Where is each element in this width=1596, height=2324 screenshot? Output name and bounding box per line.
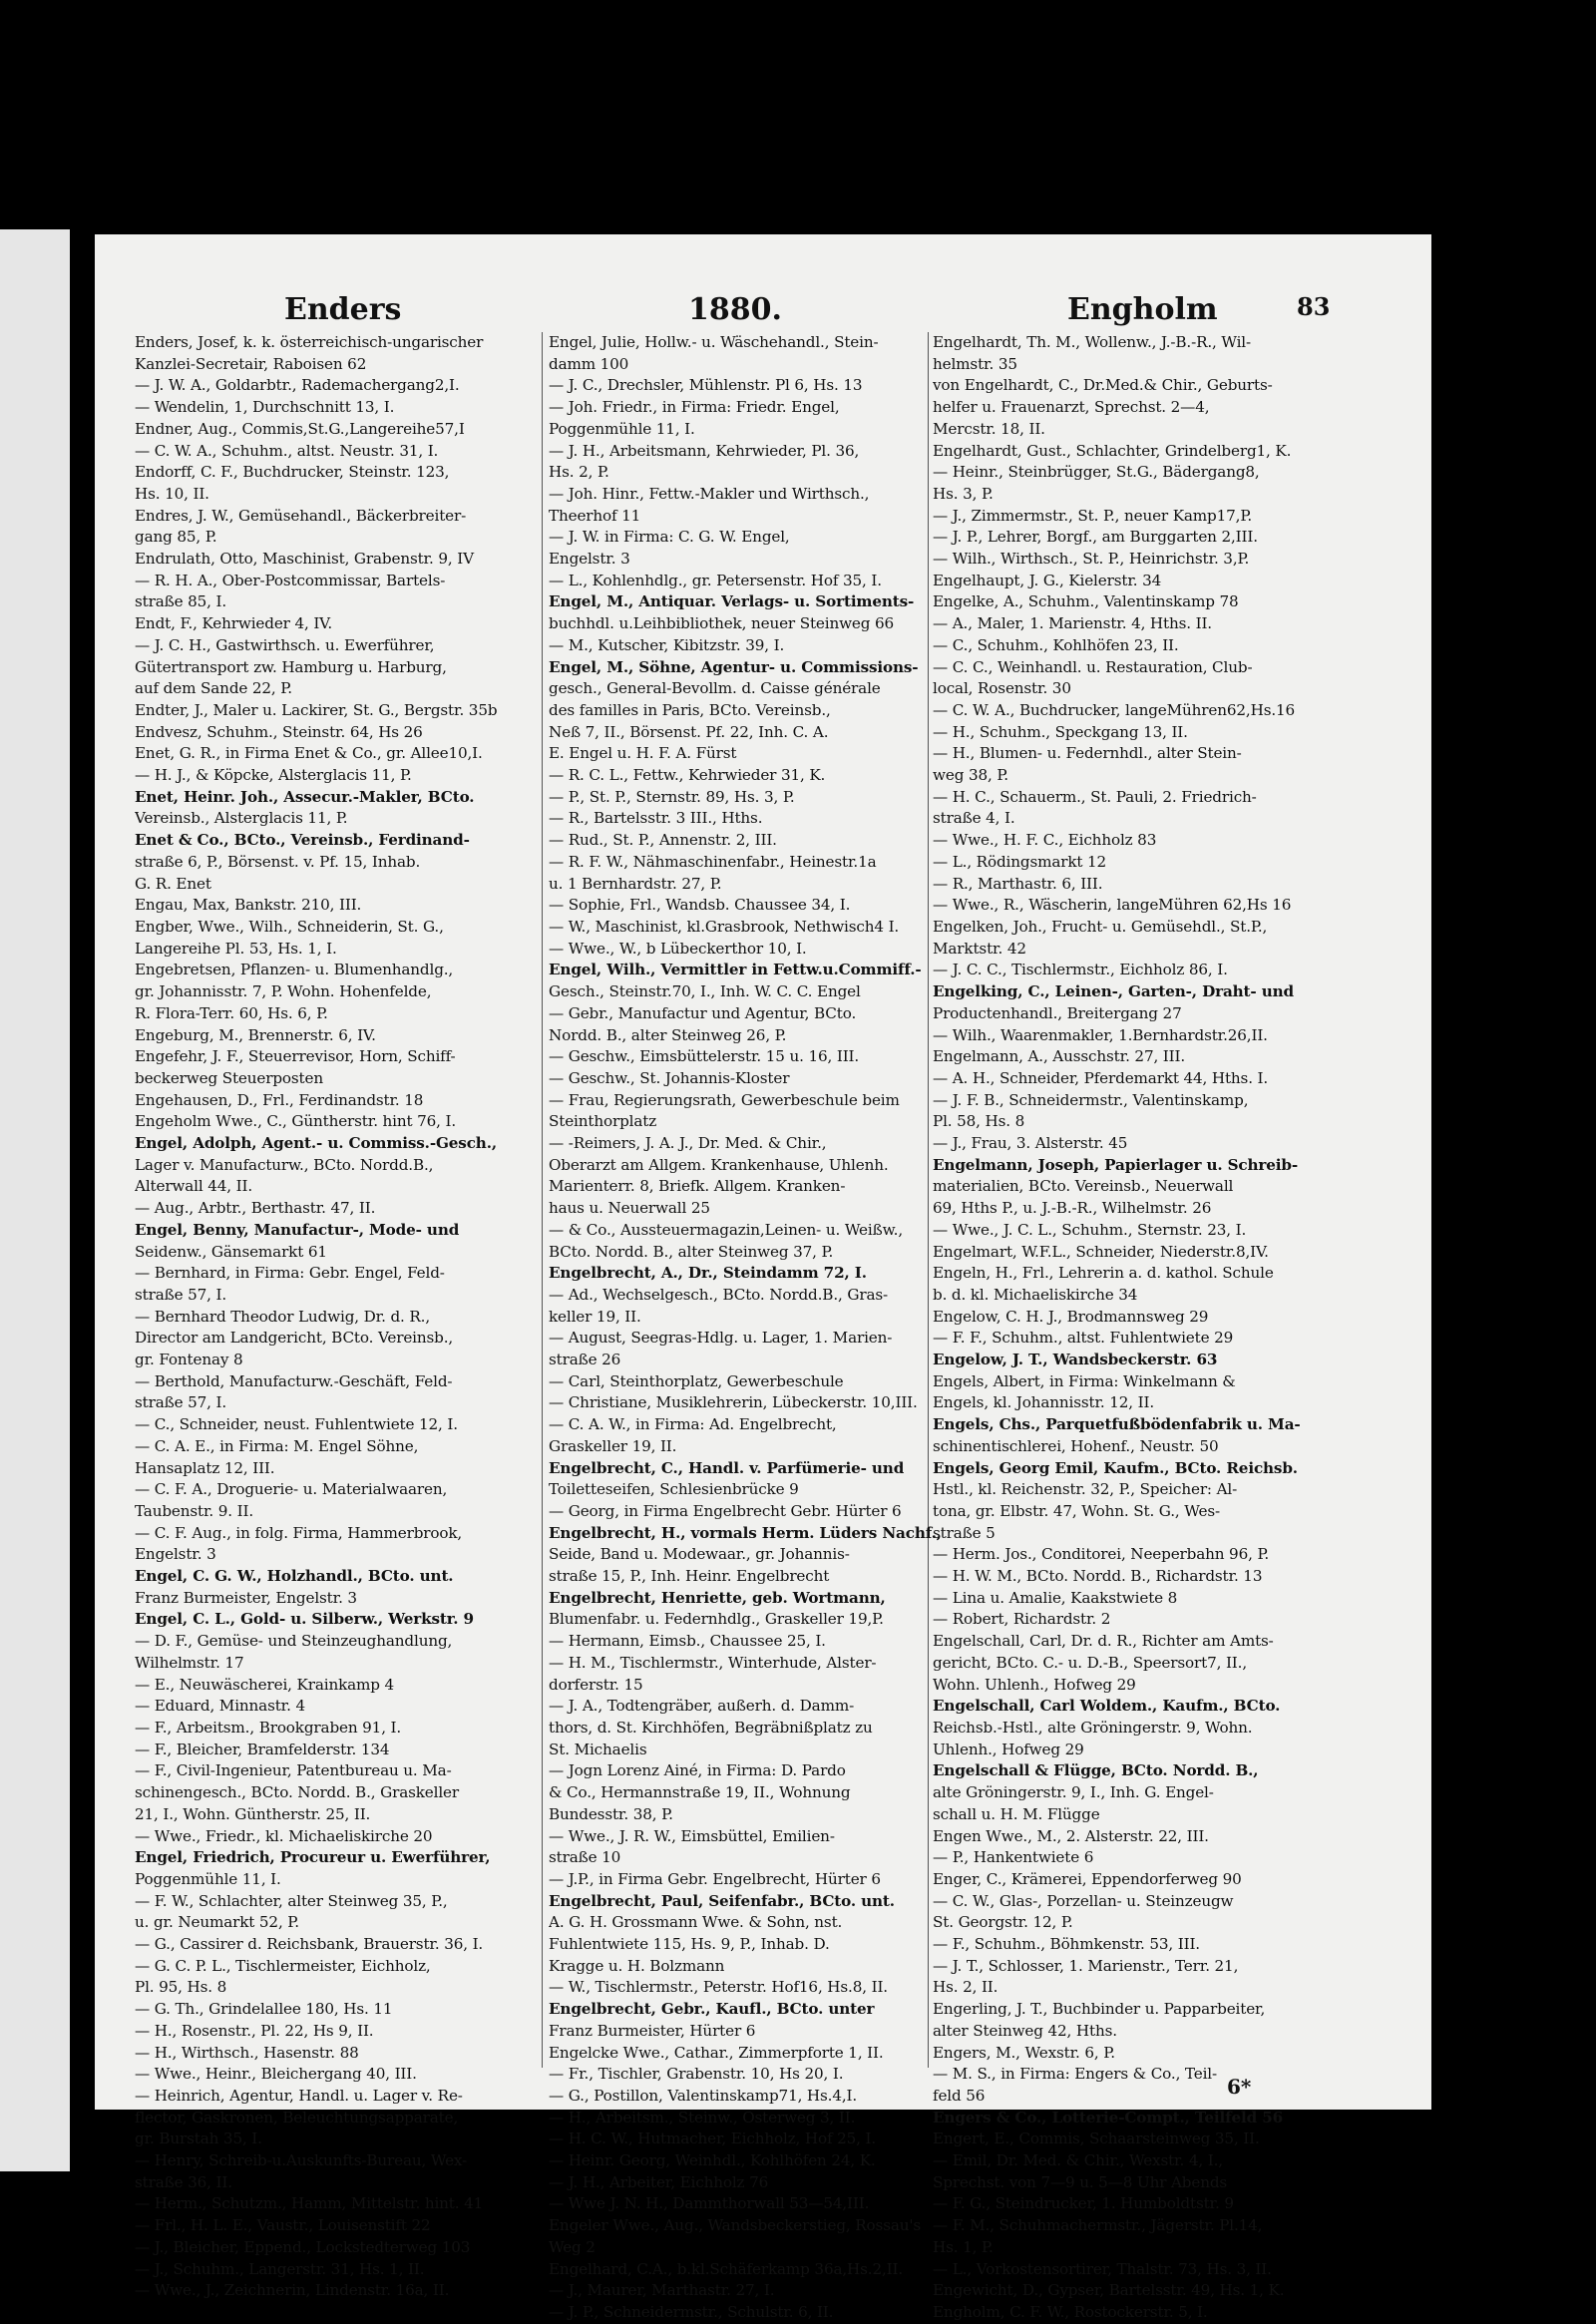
directory-line: helfer u. Frauenarzt, Sprechst. 2—4, [933, 398, 1210, 417]
directory-line: — C. A. E., in Firma: M. Engel Söhne, [135, 1436, 419, 1455]
directory-line: Engber, Wwe., Wilh., Schneiderin, St. G., [135, 917, 444, 936]
directory-line: Engewicht, D., Gypser, Bartelsstr. 49, Hs. 1, K. [933, 2281, 1285, 2300]
directory-line: Engefehr, J. F., Steuerrevisor, Horn, Schiff- [135, 1047, 456, 1066]
directory-line: — J. H., Arbeitsmann, Kehrwieder, Pl. 36, [549, 441, 860, 460]
directory-line: — & Co., Aussteuermagazin,Leinen- u. Weißw., [549, 1220, 903, 1239]
directory-line: — Wwe., W., b Lübeckerthor 10, I. [549, 939, 807, 958]
directory-line: — Carl, Steinthorplatz, Gewerbeschule [549, 1371, 844, 1390]
directory-line: — F. G., Steindrucker, 1. Humboldtstr. 9 [933, 2194, 1234, 2213]
directory-line: Engeholm Wwe., C., Güntherstr. hint 76, I. [135, 1112, 457, 1131]
directory-line: — Ad., Wechselgesch., BCto. Nordd.B., Gras- [549, 1285, 888, 1304]
header-year: 1880. [688, 292, 782, 327]
directory-line: Steinthorplatz [549, 1112, 657, 1131]
directory-line: — G., Cassirer d. Reichsbank, Brauerstr. 36, I. [135, 1935, 484, 1954]
directory-line: Engelstr. 3 [135, 1545, 216, 1564]
directory-line: Hstl., kl. Reichenstr. 32, P., Speicher: Al- [933, 1480, 1238, 1499]
directory-line: schinentischlerei, Hohenf., Neustr. 50 [933, 1436, 1219, 1455]
directory-line: Enet, G. R., in Firma Enet & Co., gr. Allee10,I. [135, 744, 483, 763]
directory-line: Engelmann, A., Ausschstr. 27, III. [933, 1047, 1186, 1066]
directory-line: Enet, Heinr. Joh., Assecur.-Makler, BCto. [135, 787, 475, 806]
column-divider [542, 332, 543, 2068]
directory-line: Franz Burmeister, Engelstr. 3 [135, 1588, 357, 1607]
directory-line: — Hermann, Eimsb., Chaussee 25, I. [549, 1632, 826, 1651]
directory-line: Endorff, C. F., Buchdrucker, Steinstr. 123, [135, 463, 450, 482]
directory-line: Engelhard, C.A., b.kl.Schäferkamp 36a,Hs.2,II. [549, 2259, 904, 2278]
directory-line: straße 26 [549, 1351, 621, 1369]
directory-line: schall u. H. M. Flügge [933, 1804, 1100, 1823]
directory-line: Endt, F., Kehrwieder 4, IV. [135, 614, 333, 633]
directory-line: — Frau, Regierungsrath, Gewerbeschule beim [549, 1090, 900, 1109]
directory-line: — Heinrich, Agentur, Handl. u. Lager v. Re- [135, 2086, 463, 2105]
column-1 [135, 332, 529, 2302]
directory-line: — Henry, Schreib-u.Auskunfts-Bureau, Wex- [135, 2151, 468, 2170]
directory-line: Theerhof 11 [549, 506, 641, 525]
directory-line: beckerweg Steuerposten [135, 1068, 323, 1087]
directory-line: — J. T., Schlosser, 1. Marienstr., Terr. 21, [933, 1956, 1239, 1975]
directory-line: — Wwe., R., Wäscherin, langeMühren 62,Hs 16 [933, 896, 1292, 915]
directory-line: — C. C., Weinhandl. u. Restauration, Club- [933, 657, 1253, 676]
directory-line: Toiletteseifen, Schlesienbrücke 9 [549, 1480, 799, 1499]
directory-line: — J. P., Lehrer, Borgf., am Burggarten 2,III. [933, 528, 1258, 547]
directory-line: — Christiane, Musiklehrerin, Lübeckerstr. 10,III. [549, 1393, 918, 1412]
directory-line: Engelmart, W.F.L., Schneider, Niederstr.8,IV. [933, 1242, 1269, 1261]
directory-line: — Wwe., Friedr., kl. Michaeliskirche 20 [135, 1826, 433, 1845]
directory-line: Engehausen, D., Frl., Ferdinandstr. 18 [135, 1090, 424, 1109]
directory-line: Gütertransport zw. Hamburg u. Harburg, [135, 657, 447, 676]
directory-line: — C. F. Aug., in folg. Firma, Hammerbrook, [135, 1523, 463, 1542]
directory-line: Engelking, C., Leinen-, Garten-, Draht- und [933, 982, 1294, 1001]
directory-line: — Bernhard, in Firma: Gebr. Engel, Feld- [135, 1264, 445, 1283]
directory-line: Engels, Georg Emil, Kaufm., BCto. Reichsb. [933, 1458, 1298, 1477]
book-gutter [0, 229, 70, 2171]
directory-line: Engel, C. G. W., Holzhandl., BCto. unt. [135, 1567, 454, 1586]
directory-line: gang 85, P. [135, 528, 217, 547]
directory-line: Productenhandl., Breitergang 27 [933, 1003, 1182, 1022]
directory-line: Engelmann, Joseph, Papierlager u. Schreib- [933, 1155, 1299, 1174]
directory-line: — G. Th., Grindelallee 180, Hs. 11 [135, 2000, 393, 2019]
directory-line: Engel, Adolph, Agent.- u. Commiss.-Gesch., [135, 1134, 497, 1153]
directory-line: alte Gröningerstr. 9, I., Inh. G. Engel- [933, 1783, 1214, 1802]
directory-line: — Joh. Friedr., in Firma: Friedr. Engel, [549, 398, 840, 417]
directory-line: — J. C. H., Gastwirthsch. u. Ewerführer, [135, 635, 435, 654]
directory-line: Sprechst. von 7—9 u. 5—8 Uhr Abends [933, 2172, 1228, 2191]
directory-line: — W., Tischlermstr., Peterstr. Hof16, Hs.8, II. [549, 1978, 888, 1997]
directory-line: Hs. 2, P. [549, 463, 609, 482]
directory-line: Seide, Band u. Modewaar., gr. Johannis- [549, 1545, 850, 1564]
directory-line: b. d. kl. Michaeliskirche 34 [933, 1285, 1138, 1304]
directory-line: — Rud., St. P., Annenstr. 2, III. [549, 831, 777, 850]
directory-line: Enet & Co., BCto., Vereinsb., Ferdinand- [135, 831, 470, 850]
directory-line: gr. Johannisstr. 7, P. Wohn. Hohenfelde, [135, 982, 432, 1001]
directory-line: Engers, M., Wexstr. 6, P. [933, 2043, 1115, 2062]
directory-line: — Herm., Schutzm., Hamm, Mittelstr. hint. 41 [135, 2194, 484, 2213]
directory-line: — C., Schuhm., Kohlhöfen 23, II. [933, 635, 1179, 654]
directory-line: Engelbrecht, Paul, Seifenfabr., BCto. unt. [549, 1891, 895, 1910]
directory-line: — Geschw., St. Johannis-Kloster [549, 1068, 790, 1087]
directory-line: E. Engel u. H. F. A. Fürst [549, 744, 737, 763]
directory-line: flector, Gaskronen, Beleuchtungsapparate, [135, 2108, 459, 2127]
directory-line: — R., Marthastr. 6, III. [933, 874, 1103, 893]
directory-line: — Herm. Jos., Conditorei, Neeperbahn 96, P. [933, 1545, 1270, 1564]
directory-line: — J., Frau, 3. Alsterstr. 45 [933, 1134, 1128, 1153]
directory-line: — J. F. B., Schneidermstr., Valentinskamp, [933, 1090, 1249, 1109]
directory-line: — P., St. P., Sternstr. 89, Hs. 3, P. [549, 787, 795, 806]
page-number: 83 [1297, 292, 1331, 321]
directory-line: Director am Landgericht, BCto. Vereinsb., [135, 1329, 454, 1348]
directory-line: — M. S., in Firma: Engers & Co., Teil- [933, 2065, 1217, 2084]
directory-line: straße 57, I. [135, 1393, 227, 1412]
directory-line: — Wwe J. N. H., Dammthorwall 53—54,III. [549, 2194, 870, 2213]
directory-line: — Aug., Arbtr., Berthastr. 47, II. [135, 1199, 376, 1218]
directory-line: straße 6, P., Börsenst. v. Pf. 15, Inhab. [135, 852, 421, 871]
running-header [95, 292, 1431, 332]
directory-line: Taubenstr. 9. II. [135, 1501, 254, 1520]
directory-line: Engelhardt, Gust., Schlachter, Grindelberg1, K. [933, 441, 1292, 460]
directory-line: — J. C. C., Tischlermstr., Eichholz 86, I. [933, 961, 1228, 979]
directory-line: alter Steinweg 42, Hths. [933, 2021, 1117, 2040]
directory-line: — J. W. A., Goldarbtr., Rademachergang2,I. [135, 376, 460, 395]
directory-line: gr. Fontenay 8 [135, 1351, 243, 1369]
directory-line: St. Michaelis [549, 1740, 647, 1758]
directory-line: Engelschall, Carl Woldem., Kaufm., BCto. [933, 1697, 1281, 1716]
header-right-catchword: Engholm [1067, 292, 1218, 327]
directory-line: Hs. 10, II. [135, 484, 209, 503]
directory-line: — L., Rödingsmarkt 12 [933, 852, 1107, 871]
directory-line: — H. C., Schauerm., St. Pauli, 2. Friedrich- [933, 787, 1257, 806]
directory-line: — Bernhard Theodor Ludwig, Dr. d. R., [135, 1307, 431, 1326]
directory-line: — A. H., Schneider, Pferdemarkt 44, Hths. I. [933, 1068, 1269, 1087]
directory-line: — F., Bleicher, Bramfelderstr. 134 [135, 1740, 390, 1758]
directory-line: — Wilh., Wirthsch., St. P., Heinrichstr. 3,P. [933, 550, 1250, 569]
directory-line: Graskeller 19, II. [549, 1436, 677, 1455]
directory-line: — Heinr., Steinbrügger, St.G., Bädergang8, [933, 463, 1260, 482]
directory-line: — W., Maschinist, kl.Grasbrook, Nethwisch4 I. [549, 917, 900, 936]
directory-line: u. gr. Neumarkt 52, P. [135, 1913, 299, 1932]
directory-line: damm 100 [549, 354, 629, 373]
directory-line: — G. C. P. L., Tischlermeister, Eichholz, [135, 1956, 431, 1975]
directory-line: — C. W. A., Schuhm., altst. Neustr. 31, I. [135, 441, 439, 460]
directory-line: — R., Bartelsstr. 3 III., Hths. [549, 809, 763, 828]
directory-line: — F., Schuhm., Böhmkenstr. 53, III. [933, 1935, 1200, 1954]
directory-line: — H., Rosenstr., Pl. 22, Hs 9, II. [135, 2021, 374, 2040]
directory-line: von Engelhardt, C., Dr.Med.& Chir., Geburts- [933, 376, 1273, 395]
directory-line: — C. W. A., Buchdrucker, langeMühren62,Hs.16 [933, 700, 1296, 719]
directory-line: Engelbrecht, H., vormals Herm. Lüders Nachf., [549, 1523, 942, 1542]
directory-line: — A., Maler, 1. Marienstr. 4, Hths. II. [933, 614, 1212, 633]
directory-line: Engelken, Joh., Frucht- u. Gemüsehdl., St.P., [933, 917, 1268, 936]
directory-line: straße 4, I. [933, 809, 1015, 828]
directory-line: Hs. 3, P. [933, 484, 994, 503]
signature-mark: 6* [1227, 2075, 1252, 2099]
directory-line: — August, Seegras-Hdlg. u. Lager, 1. Marien- [549, 1329, 893, 1348]
directory-line: Engert, E., Commis, Schaarsteinweg 35, II. [933, 2130, 1260, 2148]
directory-line: local, Rosenstr. 30 [933, 679, 1071, 698]
directory-line: — F. M., Schuhmachermstr., Jägerstr. Pl.14, [933, 2216, 1263, 2235]
directory-line: schinengesch., BCto. Nordd. B., Graskeller [135, 1783, 459, 1802]
directory-line: Vereinsb., Alsterglacis 11, P. [135, 809, 348, 828]
directory-line: buchhdl. u.Leihbibliothek, neuer Steinweg 66 [549, 614, 895, 633]
directory-line: Endrulath, Otto, Maschinist, Grabenstr. 9, IV [135, 550, 474, 569]
directory-line: — H., Blumen- u. Federnhdl., alter Stein- [933, 744, 1242, 763]
directory-line: — Wilh., Waarenmakler, 1.Bernhardstr.26,II. [933, 1025, 1268, 1044]
directory-line: — J., Maurer, Marthastr. 27, I. [549, 2281, 775, 2300]
directory-line: — J.P., in Firma Gebr. Engelbrecht, Hürter 6 [549, 1869, 881, 1888]
directory-line: Engebretsen, Pflanzen- u. Blumenhandlg., [135, 961, 454, 979]
directory-line: — -Reimers, J. A. J., Dr. Med. & Chir., [549, 1134, 827, 1153]
directory-line: Weg 2 [549, 2237, 596, 2256]
directory-line: auf dem Sande 22, P. [135, 679, 292, 698]
directory-line: 69, Hths P., u. J.-B.-R., Wilhelmstr. 26 [933, 1199, 1212, 1218]
directory-line: — H., Wirthsch., Hasenstr. 88 [135, 2043, 359, 2062]
directory-line: u. 1 Bernhardstr. 27, P. [549, 874, 722, 893]
directory-line: straße 85, I. [135, 592, 227, 611]
directory-line: — H., Arbeitsm., Steinw., Osterweg 3, II. [549, 2108, 856, 2127]
directory-line: gesch., General-Bevollm. d. Caisse générale [549, 679, 881, 698]
directory-line: G. R. Enet [135, 874, 211, 893]
directory-line: — Joh. Hinr., Fettw.-Makler und Wirthsch., [549, 484, 870, 503]
directory-line: — Wwe., J. R. W., Eimsbüttel, Emilien- [549, 1826, 835, 1845]
directory-line: Engers & Co., Lotterie-Compt., Teilfeld 56 [933, 2108, 1284, 2127]
directory-line: — Emil, Dr. Med. & Chir., Wexstr. 4, I., [933, 2151, 1223, 2170]
directory-line: Engeler Wwe., Aug., Wandsbeckerstieg, Rossau's [549, 2216, 922, 2235]
directory-line: Engau, Max, Bankstr. 210, III. [135, 896, 362, 915]
directory-line: Lager v. Manufacturw., BCto. Nordd.B., [135, 1155, 434, 1174]
directory-line: Bundesstr. 38, P. [549, 1804, 673, 1823]
directory-line: straße 57, I. [135, 1285, 227, 1304]
directory-line: — Georg, in Firma Engelbrecht Gebr. Hürter 6 [549, 1501, 902, 1520]
directory-line: Mercstr. 18, II. [933, 419, 1045, 438]
directory-line: Engelbrecht, C., Handl. v. Parfümerie- und [549, 1458, 905, 1477]
directory-line: — Robert, Richardstr. 2 [933, 1610, 1111, 1629]
directory-line: Pl. 58, Hs. 8 [933, 1112, 1025, 1131]
directory-line: Hs. 1, P. [933, 2237, 994, 2256]
directory-line: — J. H., Arbeiter, Eichholz 76 [549, 2172, 769, 2191]
directory-line: — C., Schneider, neust. Fuhlentwiete 12, I. [135, 1415, 458, 1434]
directory-line: — Geschw., Eimsbüttelerstr. 15 u. 16, III. [549, 1047, 860, 1066]
directory-line: straße 36, II. [135, 2172, 232, 2191]
directory-line: — R. H. A., Ober-Postcommissar, Bartels- [135, 571, 446, 589]
directory-line: Engel, Friedrich, Procureur u. Ewerführer, [135, 1848, 491, 1867]
directory-line: — Lina u. Amalie, Kaakstwiete 8 [933, 1588, 1178, 1607]
directory-line: BCto. Nordd. B., alter Steinweg 37, P. [549, 1242, 834, 1261]
directory-line: Enger, C., Krämerei, Eppendorferweg 90 [933, 1869, 1242, 1888]
directory-line: Seidenw., Gänsemarkt 61 [135, 1242, 327, 1261]
directory-line: Engelcke Wwe., Cathar., Zimmerpforte 1, II. [549, 2043, 884, 2062]
directory-line: Poggenmühle 11, I. [135, 1869, 281, 1888]
directory-line: — C. F. A., Droguerie- u. Materialwaaren, [135, 1480, 448, 1499]
directory-line: — F. F., Schuhm., altst. Fuhlentwiete 29 [933, 1329, 1234, 1348]
directory-line: thors, d. St. Kirchhöfen, Begräbnißplatz zu [549, 1719, 873, 1737]
directory-line: — F. W., Schlachter, alter Steinweg 35, P., [135, 1891, 448, 1910]
directory-line: Endter, J., Maler u. Lackirer, St. G., Bergstr. 35b [135, 700, 498, 719]
directory-line: helmstr. 35 [933, 354, 1017, 373]
header-left-catchword: Enders [284, 292, 402, 327]
directory-line: Engel, Benny, Manufactur-, Mode- und [135, 1220, 460, 1239]
directory-line: materialien, BCto. Vereinsb., Neuerwall [933, 1177, 1234, 1196]
directory-line: — D. F., Gemüse- und Steinzeughandlung, [135, 1632, 453, 1651]
directory-line: Engholm, C. F. W., Rostockerstr. 5, I. [933, 2302, 1208, 2321]
column-2 [549, 332, 943, 2324]
directory-line: — P., Hankentwiete 6 [933, 1848, 1094, 1867]
directory-line: Engen Wwe., M., 2. Alsterstr. 22, III. [933, 1826, 1209, 1845]
directory-line: Blumenfabr. u. Federnhdlg., Graskeller 19,P. [549, 1610, 884, 1629]
directory-line: — Gebr., Manufactur und Agentur, BCto. [549, 1003, 857, 1022]
directory-line: Poggenmühle 11, I. [549, 419, 695, 438]
directory-line: St. Georgstr. 12, P. [933, 1913, 1073, 1932]
directory-line: Engelschall, Carl, Dr. d. R., Richter am Amts- [933, 1632, 1274, 1651]
directory-line: haus u. Neuerwall 25 [549, 1199, 710, 1218]
directory-line: Neß 7, II., Börsenst. Pf. 22, Inh. C. A. [549, 722, 829, 741]
directory-line: Endres, J. W., Gemüsehandl., Bäckerbreiter- [135, 506, 467, 525]
directory-line: Reichsb.-Hstl., alte Gröningerstr. 9, Wohn. [933, 1719, 1253, 1737]
directory-line: — J. C., Drechsler, Mühlenstr. Pl 6, Hs. 13 [549, 376, 863, 395]
directory-line: Uhlenh., Hofweg 29 [933, 1740, 1084, 1758]
directory-line: Hansaplatz 12, III. [135, 1458, 275, 1477]
directory-line: — H. W. M., BCto. Nordd. B., Richardstr. 13 [933, 1567, 1263, 1586]
directory-line: — C. W., Glas-, Porzellan- u. Steinzeugw [933, 1891, 1234, 1910]
directory-line: R. Flora-Terr. 60, Hs. 6, P. [135, 1003, 328, 1022]
directory-line: Kanzlei-Secretair, Raboisen 62 [135, 354, 367, 373]
directory-line: straße 10 [549, 1848, 621, 1867]
directory-line: A. G. H. Grossmann Wwe. & Sohn, nst. [549, 1913, 843, 1932]
directory-line: Engelhardt, Th. M., Wollenw., J.-B.-R., Wil- [933, 333, 1251, 351]
directory-line: Nordd. B., alter Steinweg 26, P. [549, 1025, 787, 1044]
directory-line: — R. C. L., Fettw., Kehrwieder 31, K. [549, 766, 826, 785]
directory-line: Engelstr. 3 [549, 550, 630, 569]
directory-line: — Sophie, Frl., Wandsb. Chaussee 34, I. [549, 896, 851, 915]
directory-line: Kragge u. H. Bolzmann [549, 1956, 725, 1975]
directory-line: — Heinr. Georg, Weinhdl., Kohlhöfen 24, K. [549, 2151, 876, 2170]
directory-line: Endvesz, Schuhm., Steinstr. 64, Hs 26 [135, 722, 423, 741]
directory-line: weg 38, P. [933, 766, 1008, 785]
directory-line: — Wwe., Heinr., Bleichergang 40, III. [135, 2065, 417, 2084]
directory-line: Engel, C. L., Gold- u. Silberw., Werkstr. 9 [135, 1610, 474, 1629]
directory-line: Engerling, J. T., Buchbinder u. Papparbeiter, [933, 2000, 1266, 2019]
directory-line: straße 15, P., Inh. Heinr. Engelbrecht [549, 1567, 830, 1586]
directory-line: — L., Kohlenhdlg., gr. Petersenstr. Hof 35, I. [549, 571, 882, 589]
directory-line: gericht, BCto. C.- u. D.-B., Speersort7, II., [933, 1653, 1247, 1672]
directory-line: — H. C. W., Hutmacher, Eichholz, Hof 25, I. [549, 2130, 877, 2148]
directory-line: Engel, Wilh., Vermittler in Fettw.u.Commiff.- [549, 961, 922, 979]
directory-line: — M., Kutscher, Kibitzstr. 39, I. [549, 635, 785, 654]
directory-line: Enders, Josef, k. k. österreichisch-ungarischer [135, 333, 484, 351]
directory-line: Marktstr. 42 [933, 939, 1026, 958]
directory-line: — C. A. W., in Firma: Ad. Engelbrecht, [549, 1415, 837, 1434]
directory-line: — Eduard, Minnastr. 4 [135, 1697, 305, 1716]
directory-line: Engels, Chs., Parquetfußbödenfabrik u. Ma- [933, 1415, 1301, 1434]
directory-line: & Co., Hermannstraße 19, II., Wohnung [549, 1783, 851, 1802]
directory-line: — Fr., Tischler, Grabenstr. 10, Hs 20, I. [549, 2065, 844, 2084]
directory-line: Pl. 95, Hs. 8 [135, 1978, 227, 1997]
directory-line: Engelhaupt, J. G., Kielerstr. 34 [933, 571, 1162, 589]
directory-line: — H. M., Tischlermstr., Winterhude, Alster- [549, 1653, 877, 1672]
directory-line: des familles in Paris, BCto. Vereinsb., [549, 700, 831, 719]
directory-line: Engelschall & Flügge, BCto. Nordd. B., [933, 1761, 1259, 1780]
directory-line: — J. A., Todtengräber, außerh. d. Damm- [549, 1697, 855, 1716]
directory-page [95, 234, 1431, 2321]
directory-line: Engels, kl. Johannisstr. 12, II. [933, 1393, 1155, 1412]
directory-line: Endner, Aug., Commis,St.G.,Langereihe57,I [135, 419, 465, 438]
directory-line: — Wwe., J., Zeichnerin, Lindenstr. 16a, II. [135, 2281, 450, 2300]
directory-line: — F., Arbeitsm., Brookgraben 91, I. [135, 1719, 402, 1737]
directory-line: Oberarzt am Allgem. Krankenhause, Uhlenh. [549, 1155, 889, 1174]
directory-line: — R. F. W., Nähmaschinenfabr., Heinestr.1a [549, 852, 877, 871]
column-3 [933, 332, 1327, 2324]
directory-line: Engelbrecht, Gebr., Kaufl., BCto. unter [549, 2000, 875, 2019]
directory-line: — H. J., & Köpcke, Alsterglacis 11, P. [135, 766, 412, 785]
directory-line: — Jogn Lorenz Ainé, in Firma: D. Pardo [549, 1761, 846, 1780]
directory-line: — Berthold, Manufacturw.-Geschäft, Feld- [135, 1371, 453, 1390]
directory-line: Langereihe Pl. 53, Hs. 1, I. [135, 939, 337, 958]
directory-line: Gesch., Steinstr.70, I., Inh. W. C. C. Engel [549, 982, 861, 1001]
directory-line: Wohn. Uhlenh., Hofweg 29 [933, 1675, 1136, 1694]
directory-line: — J., Zimmermstr., St. P., neuer Kamp17,P. [933, 506, 1252, 525]
directory-line: — G., Postillon, Valentinskamp71, Hs.4,I. [549, 2086, 858, 2105]
directory-line: Wilhelmstr. 17 [135, 1653, 244, 1672]
directory-line: — F., Civil-Ingenieur, Patentbureau u. Ma- [135, 1761, 452, 1780]
directory-line: 21, I., Wohn. Güntherstr. 25, II. [135, 1804, 371, 1823]
directory-line: Engelbrecht, Henriette, geb. Wortmann, [549, 1588, 886, 1607]
directory-line: — E., Neuwäscherei, Krainkamp 4 [135, 1675, 395, 1694]
directory-line: dorferstr. 15 [549, 1675, 643, 1694]
directory-line: straße 5 [933, 1523, 996, 1542]
directory-line: Engelow, C. H. J., Brodmannsweg 29 [933, 1307, 1209, 1326]
directory-line: — Wwe., J. C. L., Schuhm., Sternstr. 23, I. [933, 1220, 1247, 1239]
directory-line: Alterwall 44, II. [135, 1177, 253, 1196]
directory-line: Engeburg, M., Brennerstr. 6, IV. [135, 1025, 376, 1044]
directory-line: — H., Schuhm., Speckgang 13, II. [933, 722, 1188, 741]
directory-line: — J. W. in Firma: C. G. W. Engel, [549, 528, 790, 547]
directory-line: Engelke, A., Schuhm., Valentinskamp 78 [933, 592, 1239, 611]
directory-line: Engelbrecht, A., Dr., Steindamm 72, I. [549, 1264, 867, 1283]
directory-line: Engel, Julie, Hollw.- u. Wäschehandl., Stein- [549, 333, 879, 351]
directory-line: Engel, M., Söhne, Agentur- u. Commissions- [549, 657, 919, 676]
directory-line: Marienterr. 8, Briefk. Allgem. Kranken- [549, 1177, 846, 1196]
directory-line: Engeln, H., Frl., Lehrerin a. d. kathol. Schule [933, 1264, 1274, 1283]
directory-line: Fuhlentwiete 115, Hs. 9, P., Inhab. D. [549, 1935, 830, 1954]
directory-line: Franz Burmeister, Hürter 6 [549, 2021, 756, 2040]
directory-line: — Wwe., H. F. C., Eichholz 83 [933, 831, 1157, 850]
directory-line: keller 19, II. [549, 1307, 641, 1326]
directory-line: gr. Burstah 35, I. [135, 2130, 262, 2148]
directory-line: Hs. 2, II. [933, 1978, 998, 1997]
directory-line: — J. P., Schneidermstr., Schulstr. 6, II. [549, 2302, 834, 2321]
directory-line: — J., Schuhm., Langerstr. 31, Hs. 1, II. [135, 2259, 425, 2278]
directory-line: — L., Vorkostensortirer, Thalstr. 73, Hs. 3, II. [933, 2259, 1272, 2278]
directory-line: tona, gr. Elbstr. 47, Wohn. St. G., Wes- [933, 1501, 1220, 1520]
directory-line: feld 56 [933, 2086, 986, 2105]
directory-line: Engelow, J. T., Wandsbeckerstr. 63 [933, 1351, 1218, 1369]
directory-line: Engel, M., Antiquar. Verlags- u. Sortiments- [549, 592, 915, 611]
directory-line: — Wendelin, 1, Durchschnitt 13, I. [135, 398, 395, 417]
directory-line: — Frl., H. L. E., Vaustr., Louisenstift 22 [135, 2216, 431, 2235]
directory-line: Engels, Albert, in Firma: Winkelmann & [933, 1371, 1236, 1390]
directory-line: — J., Bleicher, Eppend., Lockstedterweg 103 [135, 2237, 471, 2256]
